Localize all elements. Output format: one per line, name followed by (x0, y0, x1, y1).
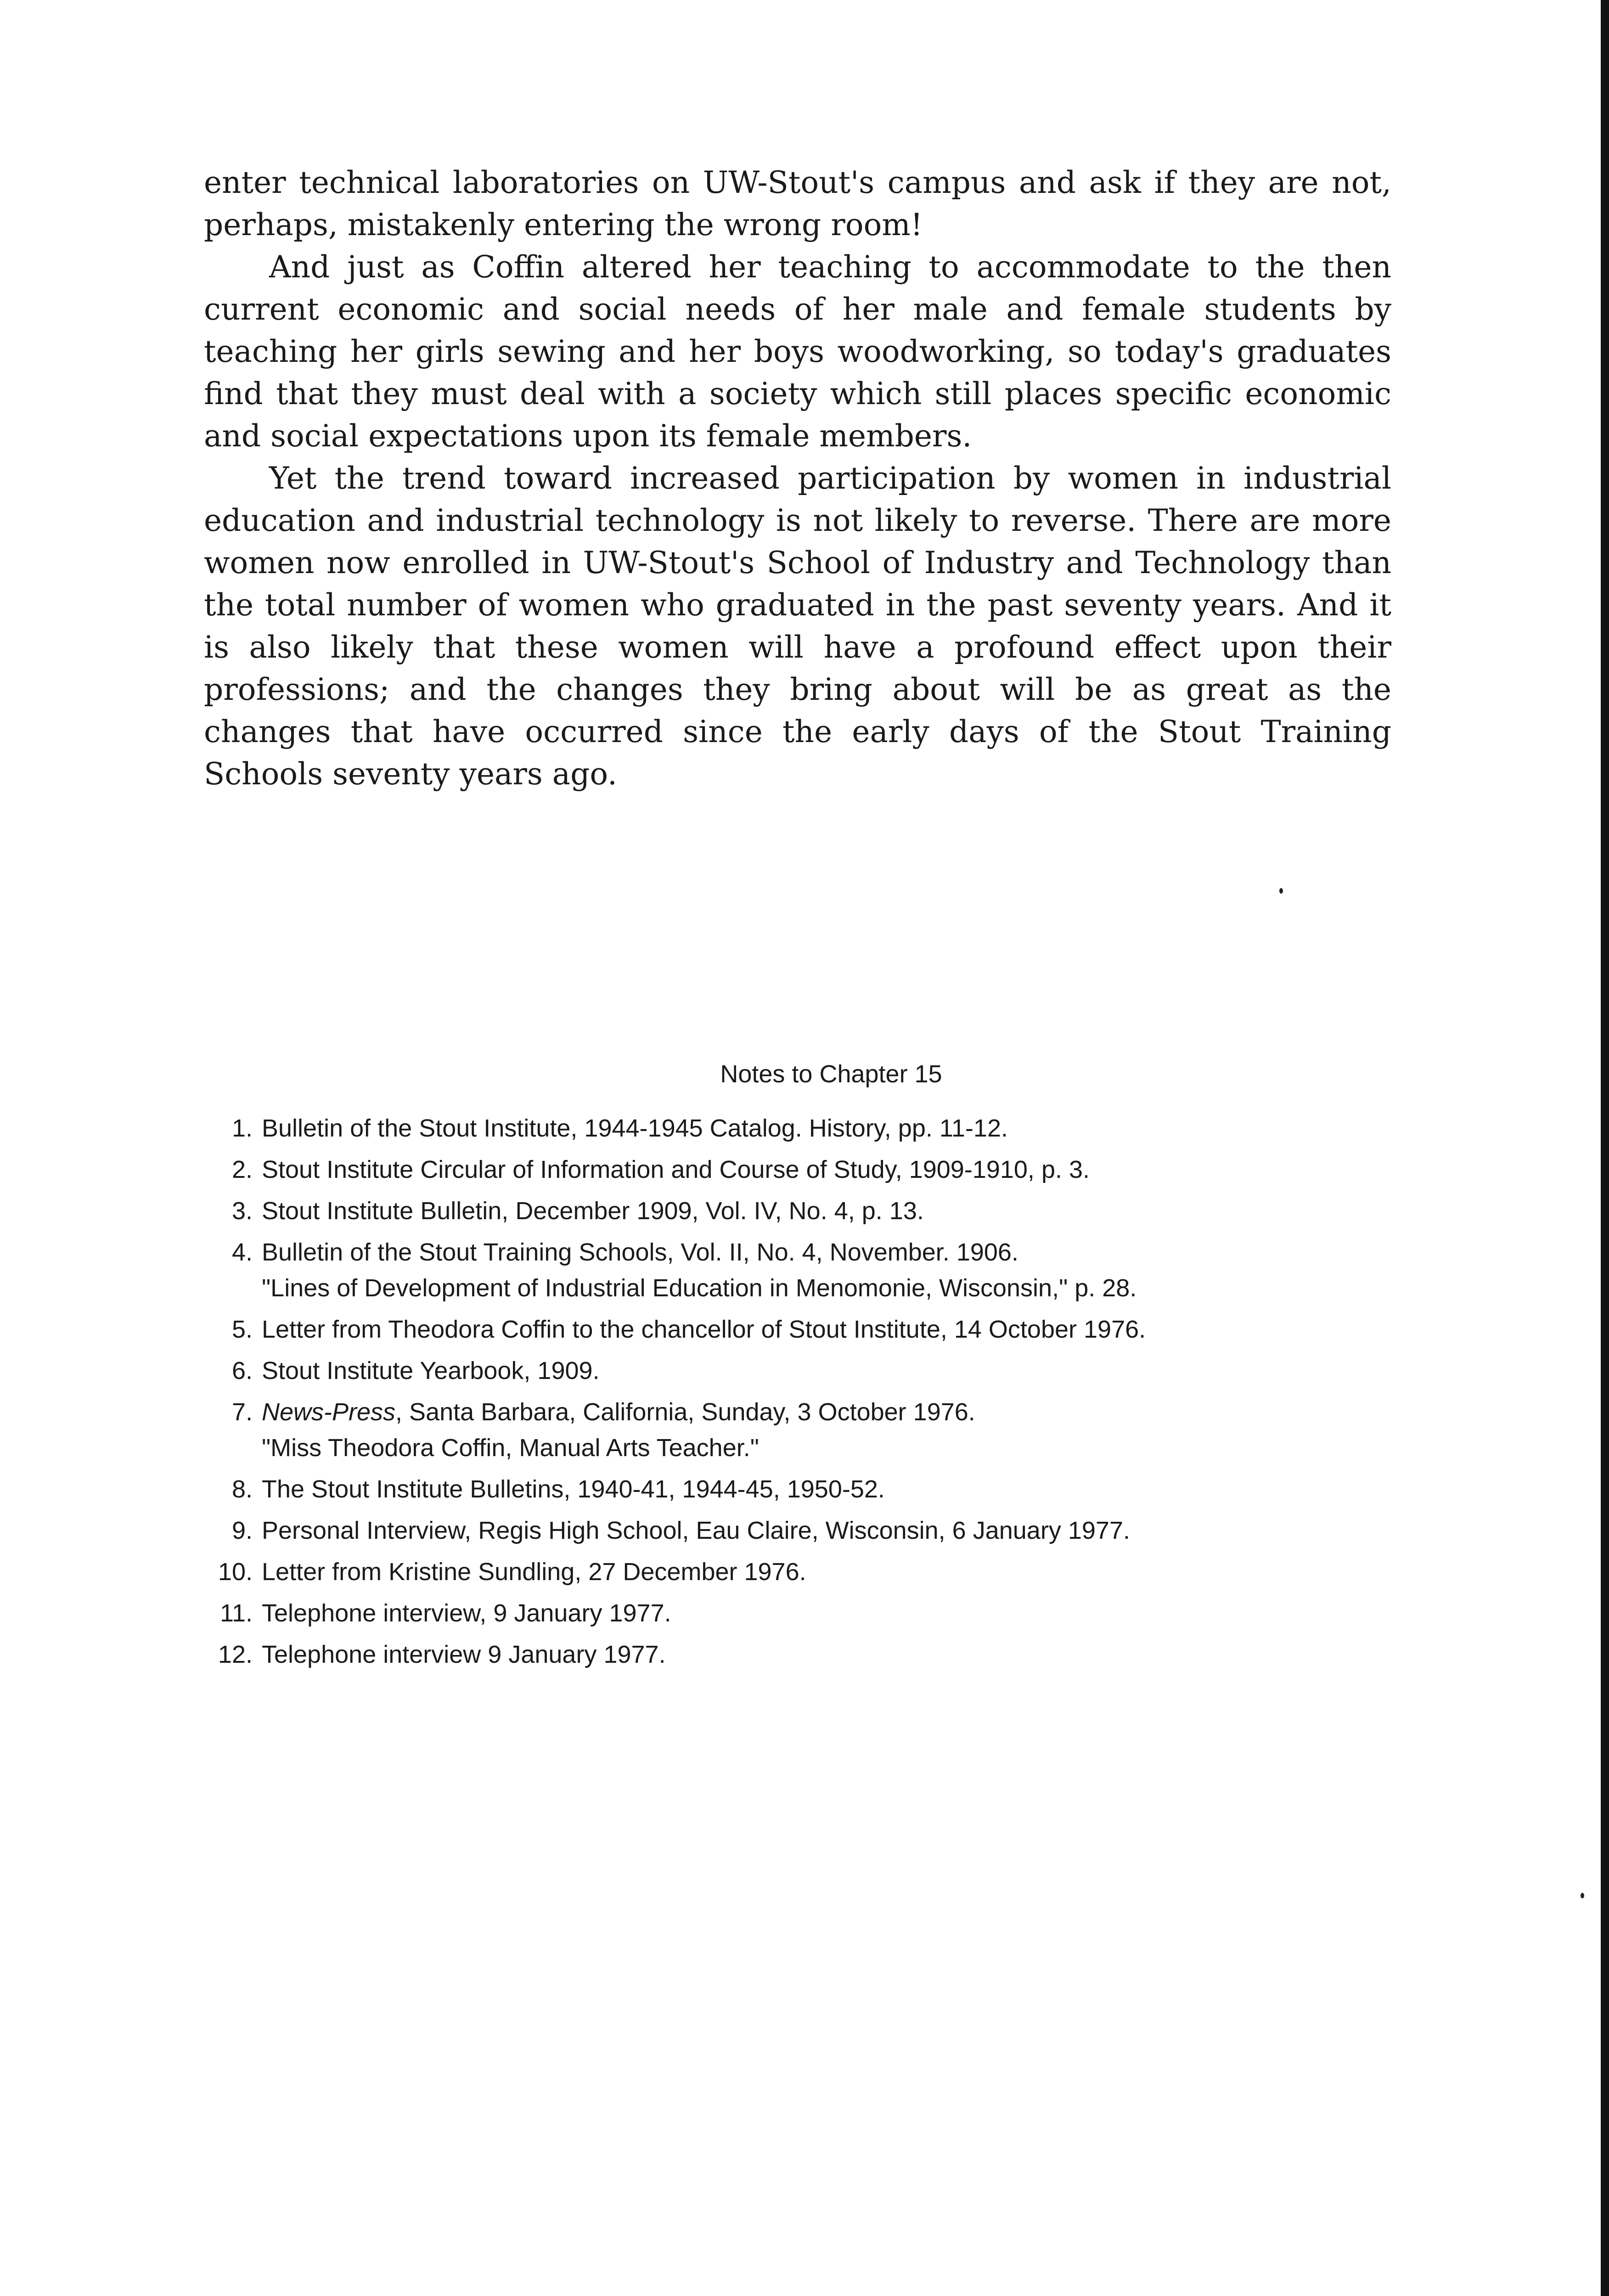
note-text: Telephone interview, 9 January 1977. (262, 1599, 671, 1627)
note-text: Telephone interview 9 January 1977. (262, 1641, 666, 1668)
note-item (184, 1311, 1423, 1347)
note-text-rest: , Santa Barbara, California, Sunday, 3 October 1976. "Miss Theodora Coffin, Manual Arts Teacher." (262, 1398, 975, 1462)
note-item (184, 1353, 1423, 1389)
note-number: 9. (231, 1517, 253, 1544)
scan-speck (1279, 888, 1283, 894)
note-number: 2. (231, 1156, 253, 1183)
note-number: 1. (231, 1114, 253, 1142)
note-number: 12. (218, 1641, 253, 1668)
note-item (184, 1110, 1423, 1146)
notes-title: Notes to Chapter 15 (720, 1060, 942, 1088)
note-text: Letter from Kristine Sundling, 27 December 1976. (262, 1558, 806, 1586)
note-number: 4. (231, 1238, 253, 1266)
paragraph: Yet the trend toward increased participation by women in industrial education and industrial technology is not likely to reverse. There are more women now enrolled in UW-Stout's School of Industry and Technology than the total number of women who graduated in the past seventy years. And it is also likely that these women will have a profound effect upon their professions; and the changes they bring about will be as great as the changes that have occurred since the early days of the Stout Training Schools seventy years ago. (204, 461, 1391, 792)
note-number: 6. (231, 1357, 253, 1384)
note-text (262, 1394, 1423, 1466)
note-item (184, 1513, 1423, 1548)
note-number: 11. (219, 1599, 253, 1627)
note-text: Personal Interview, Regis High School, Eau Claire, Wisconsin, 6 January 1977. (262, 1517, 1130, 1544)
note-item (184, 1152, 1423, 1187)
note-item (184, 1471, 1423, 1507)
note-text: Stout Institute Yearbook, 1909. (262, 1357, 600, 1384)
chapter-notes (184, 1056, 1423, 1678)
note-text: The Stout Institute Bulletins, 1940-41, 1944-45, 1950-52. (262, 1475, 885, 1503)
note-text: Stout Institute Bulletin, December 1909, Vol. IV, No. 4, p. 13. (262, 1197, 924, 1225)
note-text: Letter from Theodora Coffin to the chancellor of Stout Institute, 14 October 1976. (262, 1316, 1146, 1343)
scan-edge-bar (1601, 0, 1609, 2296)
scan-speck (1581, 1893, 1584, 1898)
note-number: 3. (231, 1197, 253, 1225)
note-item (184, 1554, 1423, 1590)
note-text: Stout Institute Circular of Information and Course of Study, 1909-1910, p. 3. (262, 1156, 1090, 1183)
note-text: Bulletin of the Stout Training Schools, Vol. II, No. 4, November. 1906. "Lines of Development of Industrial Education in Menomonie, Wisconsin," p. 28. (262, 1238, 1137, 1302)
note-item (184, 1637, 1423, 1672)
paragraph: And just as Coffin altered her teaching to accommodate to the then current economic and social needs of her male and female students by teaching her girls sewing and her boys woodworking, so today's graduates find that they must deal with a society which still places specific economic and social expectations upon its female members. (204, 249, 1391, 454)
note-item (184, 1394, 1423, 1466)
note-italic-title: News-Press (262, 1398, 396, 1426)
note-text: Bulletin of the Stout Institute, 1944-1945 Catalog. History, pp. 11-12. (262, 1114, 1008, 1142)
note-item (184, 1234, 1423, 1306)
paragraph-continued: enter technical laboratories on UW-Stout's campus and ask if they are not, perhaps, mistakenly entering the wrong room! (204, 165, 1391, 242)
body-text (204, 162, 1391, 795)
note-item (184, 1595, 1423, 1631)
note-item (184, 1193, 1423, 1229)
note-number: 10. (218, 1558, 253, 1586)
note-number: 5. (231, 1316, 253, 1343)
note-number: 8. (231, 1475, 253, 1503)
note-number: 7. (231, 1398, 253, 1426)
notes-list (184, 1110, 1423, 1672)
